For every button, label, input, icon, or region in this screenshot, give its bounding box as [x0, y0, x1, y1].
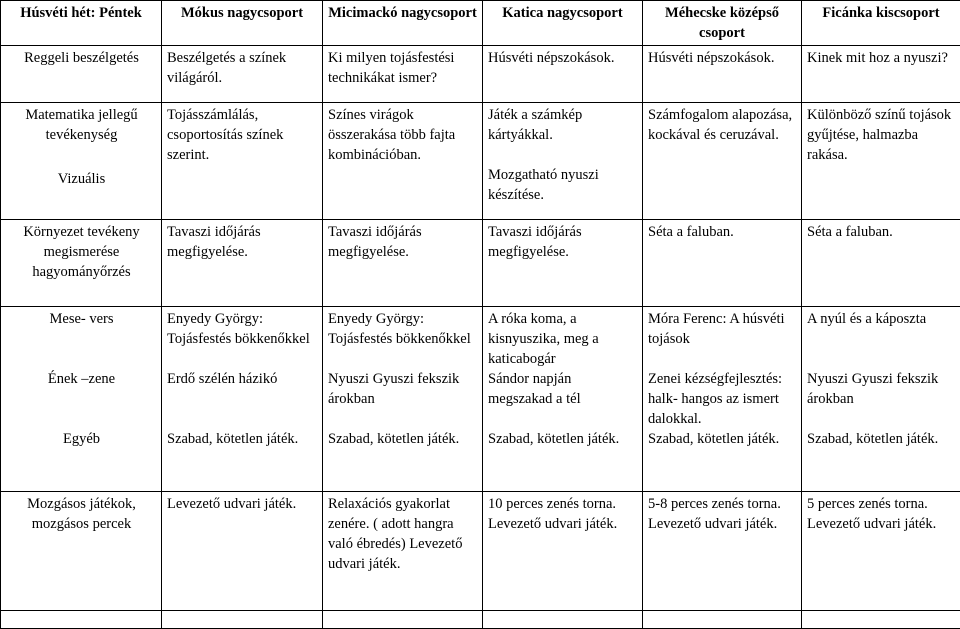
table-cell — [802, 611, 960, 629]
cell-text-tertiary: Szabad, kötetlen játék. — [648, 429, 797, 449]
row-label: Reggeli beszélgetés — [1, 46, 162, 103]
group-header: Katica nagycsoport — [483, 1, 643, 46]
table-cell: 10 perces zenés torna. Levezető udvari játék. — [483, 492, 643, 611]
cell-text-tertiary: Szabad, kötetlen játék. — [328, 429, 478, 449]
row-label: Mese- vers — [6, 309, 157, 369]
table-cell: Tojásszámlálás, csoportosítás színek szerint. — [162, 103, 323, 220]
table-cell — [1, 611, 162, 629]
table-cell: Beszélgetés a színek világáról. — [162, 46, 323, 103]
row-label: Mozgásos játékok, mozgásos percek — [1, 492, 162, 611]
cell-text-secondary: Sándor napján megszakad a tél — [488, 369, 638, 429]
cell-text-tertiary: Szabad, kötetlen játék. — [167, 429, 318, 449]
cell-text-secondary: Nyuszi Gyuszi fekszik árokban — [807, 369, 956, 429]
table-row — [1, 492, 960, 611]
table-cell — [483, 307, 643, 492]
row-label-cell — [1, 307, 162, 492]
cell-text-secondary: Erdő szélén házikó — [167, 369, 318, 429]
table-cell — [643, 611, 802, 629]
header-row — [1, 1, 960, 46]
table-cell — [162, 307, 323, 492]
cell-text-secondary: Mozgatható nyuszi készítése. — [488, 165, 638, 205]
cell-text: Enyedy György: Tojásfestés bökkenőkkel — [167, 309, 318, 369]
group-header: Mókus nagycsoport — [162, 1, 323, 46]
table-cell — [802, 307, 960, 492]
cell-text: Enyedy György: Tojásfestés bökkenőkkel — [328, 309, 478, 369]
table-title: Húsvéti hét: Péntek — [1, 1, 162, 46]
table-cell: Séta a faluban. — [802, 220, 960, 307]
cell-text: A nyúl és a káposzta — [807, 309, 956, 369]
table-cell — [643, 307, 802, 492]
table-cell: Tavaszi időjárás megfigyelése. — [323, 220, 483, 307]
row-label-secondary: Vizuális — [6, 169, 157, 189]
table-cell: Húsvéti népszokások. — [643, 46, 802, 103]
table-cell: 5 perces zenés torna. Levezető udvari játék. — [802, 492, 960, 611]
table-row — [1, 46, 960, 103]
group-header: Ficánka kiscsoport — [802, 1, 960, 46]
table-cell — [483, 103, 643, 220]
row-label-cell — [1, 103, 162, 220]
group-header: Méhecske középső csoport — [643, 1, 802, 46]
row-label-tertiary: Egyéb — [6, 429, 157, 449]
table-cell: Tavaszi időjárás megfigyelése. — [162, 220, 323, 307]
table-row — [1, 103, 960, 220]
row-label-secondary: Ének –zene — [6, 369, 157, 429]
table-cell — [323, 307, 483, 492]
table-row-cut-off — [1, 611, 960, 629]
table-cell — [483, 611, 643, 629]
table-cell: Levezető udvari játék. — [162, 492, 323, 611]
cell-text-tertiary: Szabad, kötetlen játék. — [488, 429, 638, 449]
table-cell — [162, 611, 323, 629]
cell-text: Játék a számkép kártyákkal. — [488, 105, 638, 165]
table-cell: Relaxációs gyakorlat zenére. ( adott hangra való ébredés) Levezető udvari játék. — [323, 492, 483, 611]
table-cell: Különböző színű tojások gyűjtése, halmazba rakása. — [802, 103, 960, 220]
cell-text-secondary: Nyuszi Gyuszi fekszik árokban — [328, 369, 478, 429]
table-row — [1, 307, 960, 492]
cell-text-tertiary: Szabad, kötetlen játék. — [807, 429, 956, 449]
table-cell: Kinek mit hoz a nyuszi? — [802, 46, 960, 103]
cell-text: Móra Ferenc: A húsvéti tojások — [648, 309, 797, 369]
group-header: Micimackó nagycsoport — [323, 1, 483, 46]
cell-text-secondary: Zenei kézségfejlesztés: halk- hangos az ismert dalokkal. — [648, 369, 797, 429]
cell-text: A róka koma, a kisnyuszika, meg a katicabogár — [488, 309, 638, 369]
table-cell: Húsvéti népszokások. — [483, 46, 643, 103]
row-label: Környezet tevékeny megismerése hagyományőrzés — [1, 220, 162, 307]
table-cell: Ki milyen tojásfestési technikákat ismer? — [323, 46, 483, 103]
row-label: Matematika jellegű tevékenység — [6, 105, 157, 169]
table-cell: Séta a faluban. — [643, 220, 802, 307]
table-row — [1, 220, 960, 307]
table-cell: Színes virágok összerakása több fajta kombinációban. — [323, 103, 483, 220]
table-cell — [323, 611, 483, 629]
table-cell: 5-8 perces zenés torna. Levezető udvari játék. — [643, 492, 802, 611]
table-cell: Tavaszi időjárás megfigyelése. — [483, 220, 643, 307]
table-cell: Számfogalom alapozása, kockával és ceruzával. — [643, 103, 802, 220]
